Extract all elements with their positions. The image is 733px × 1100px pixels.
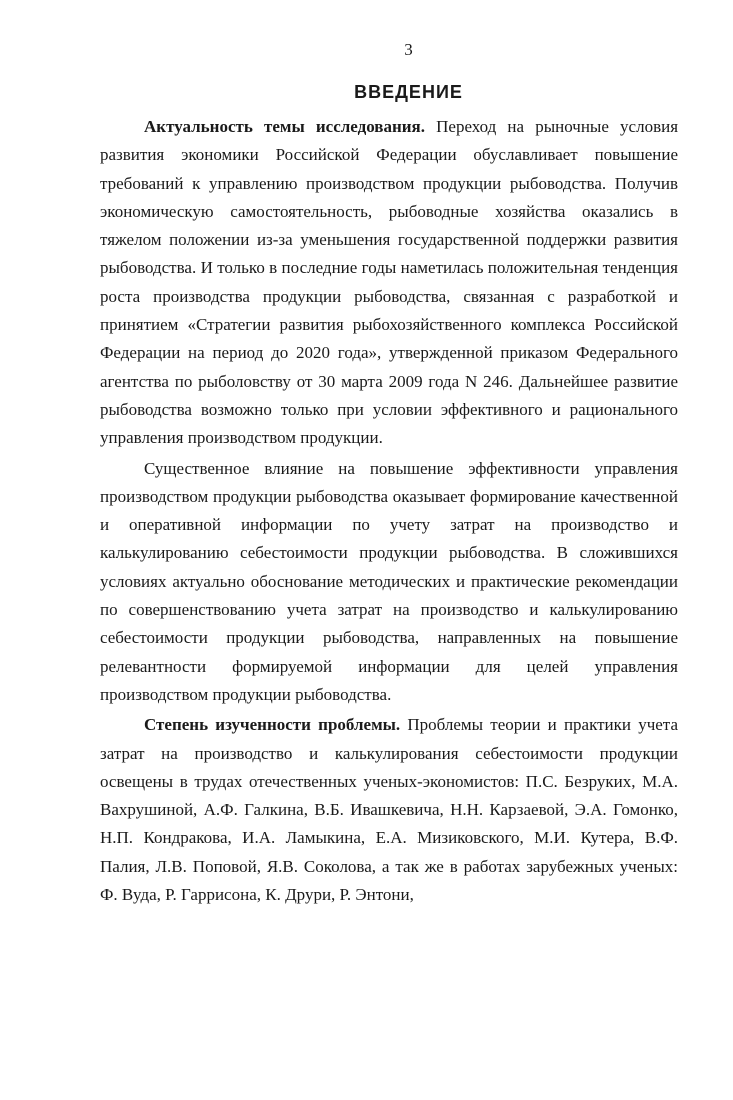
body-text bbox=[100, 113, 678, 909]
paragraph-relevance bbox=[100, 113, 678, 453]
page-title: ВВЕДЕНИЕ bbox=[354, 82, 463, 102]
paragraph-study-degree bbox=[100, 711, 678, 909]
paragraph-text-study-degree: Проблемы теории и практики учета затрат на производство и калькулирования себестоимости продукции освещены в трудах отечественных ученых-экономистов: П.С. Безруких, М.А. Вахрушиной, А.Ф. Галкина, В.Б. Ивашкевича, Н.Н. Карзаевой, Э.А. Гомонко, Н.П. Кондракова, И.А. Ламыкина, Е.А. Мизиковского, М.И. Кутера, В.Ф. Палия, Л.В. Поповой, Я.В. Соколова, а так же в работах зарубежных ученых: Ф. Вуда, Р. Гаррисона, К. Друри, Р. Энтони, bbox=[100, 715, 678, 905]
paragraph-heading-study-degree: Степень изученности проблемы. bbox=[144, 715, 401, 735]
paragraph-text-relevance: Переход на рыночные условия развития экономики Российской Федерации обуславливает повышение требований к управлению производством продукции рыбоводства. Получив экономическую самостоятельность, рыбоводные хозяйства оказались в тяжелом положении из-за уменьшения государственной поддержки развития рыбоводства. И только в последние годы наметилась положительная тенденция роста производства продукции рыбоводства, связанная с разработкой и принятием «Стратегии развития рыбохозяйственного комплекса Российской Федерации на период до 2020 года», утвержденной приказом Федерального агентства по рыболовству от 30 марта 2009 года N 246. Дальнейшее развитие рыбоводства возможно только при условии эффективного и рационального управления производством продукции. bbox=[100, 117, 679, 448]
paragraph-influence bbox=[100, 455, 678, 710]
paragraph-text-influence: Существенное влияние на повышение эффективности управления производством продукции рыбоводства оказывает формирование качественной и оперативной информации по учету затрат на производство и калькулированию себестоимости продукции рыбоводства. В сложившихся условиях актуально обоснование методических и практические рекомендации по совершенствованию учета затрат на производство и калькулированию себестоимости продукции рыбоводства, направленных на повышение релевантности формируемой информации для целей управления производством продукции рыбоводства. bbox=[100, 458, 678, 704]
paragraph-heading-relevance: Актуальность темы исследования. bbox=[144, 117, 425, 136]
page-number: 3 bbox=[404, 40, 413, 59]
